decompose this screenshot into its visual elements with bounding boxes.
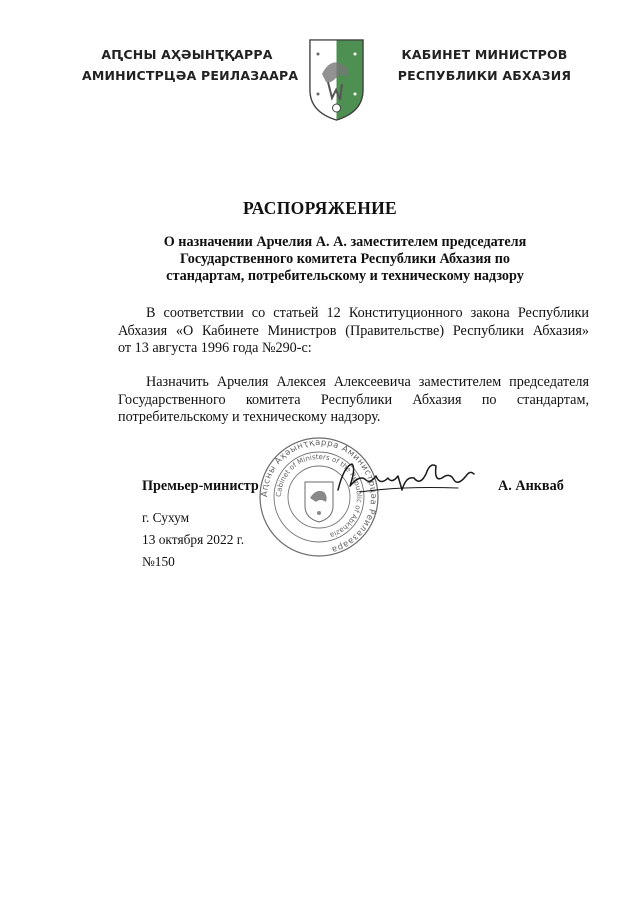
abkhazia-coat-of-arms-icon — [308, 38, 365, 122]
signatory-position: Премьер-министр — [142, 478, 259, 494]
seal-inner-text: Cabinet of Ministers of the Republic of Abkhazia — [274, 452, 364, 540]
document-title: РАСПОРЯЖЕНИЕ — [242, 198, 397, 218]
header-right-line1: КАБИНЕТ МИНИСТРОВ — [401, 47, 568, 62]
issue-city: г. Сухум — [142, 510, 190, 525]
document-number: №150 — [142, 554, 175, 569]
issue-date: 13 октября 2022 г. — [142, 532, 245, 547]
subject-line1: О назначении Арчелия А. А. заместителем председателя — [163, 234, 527, 250]
paragraph-appointment — [118, 374, 589, 427]
signatory-name: А. Анкваб — [498, 478, 564, 494]
header-right-russian — [382, 44, 587, 86]
para2-line3: потребительскому и техническому надзору. — [118, 409, 381, 425]
para1-line3: от 13 августа 1996 года №290-с: — [118, 340, 312, 356]
paragraph-basis — [118, 305, 589, 358]
para2-line1: Назначить Арчелия Алексея Алексеевича заместителем председателя — [146, 374, 589, 390]
header-left-line2: АМИНИСТРЦӘА РЕИЛАЗААРА — [82, 68, 299, 83]
handwritten-signature-icon — [330, 456, 480, 504]
header-right-line2: РЕСПУБЛИКИ АБХАЗИЯ — [397, 68, 572, 83]
para2-line2: Государственного комитета Республики Абхазия по стандартам, — [118, 391, 589, 408]
header-left-line1: АԤСНЫ АҲӘЫНҬҚАРРА — [101, 47, 273, 62]
subject-line2: Государственного комитета Республики Абхазия по — [180, 251, 510, 267]
header-left-abkhaz — [82, 44, 299, 86]
document-subject — [100, 234, 590, 285]
subject-line3: стандартам, потребительскому и техническому надзору — [166, 268, 524, 284]
para1-line2: Абхазия «О Кабинете Министров (Правительстве) Республики Абхазия» — [118, 322, 589, 339]
para1-line1: В соответствии со статьей 12 Конституционного закона Республики — [146, 305, 589, 321]
seal-outer-text: Аԥсны Аҳәынҭқарра Аминистрцәа Реилазаара — [259, 437, 379, 555]
